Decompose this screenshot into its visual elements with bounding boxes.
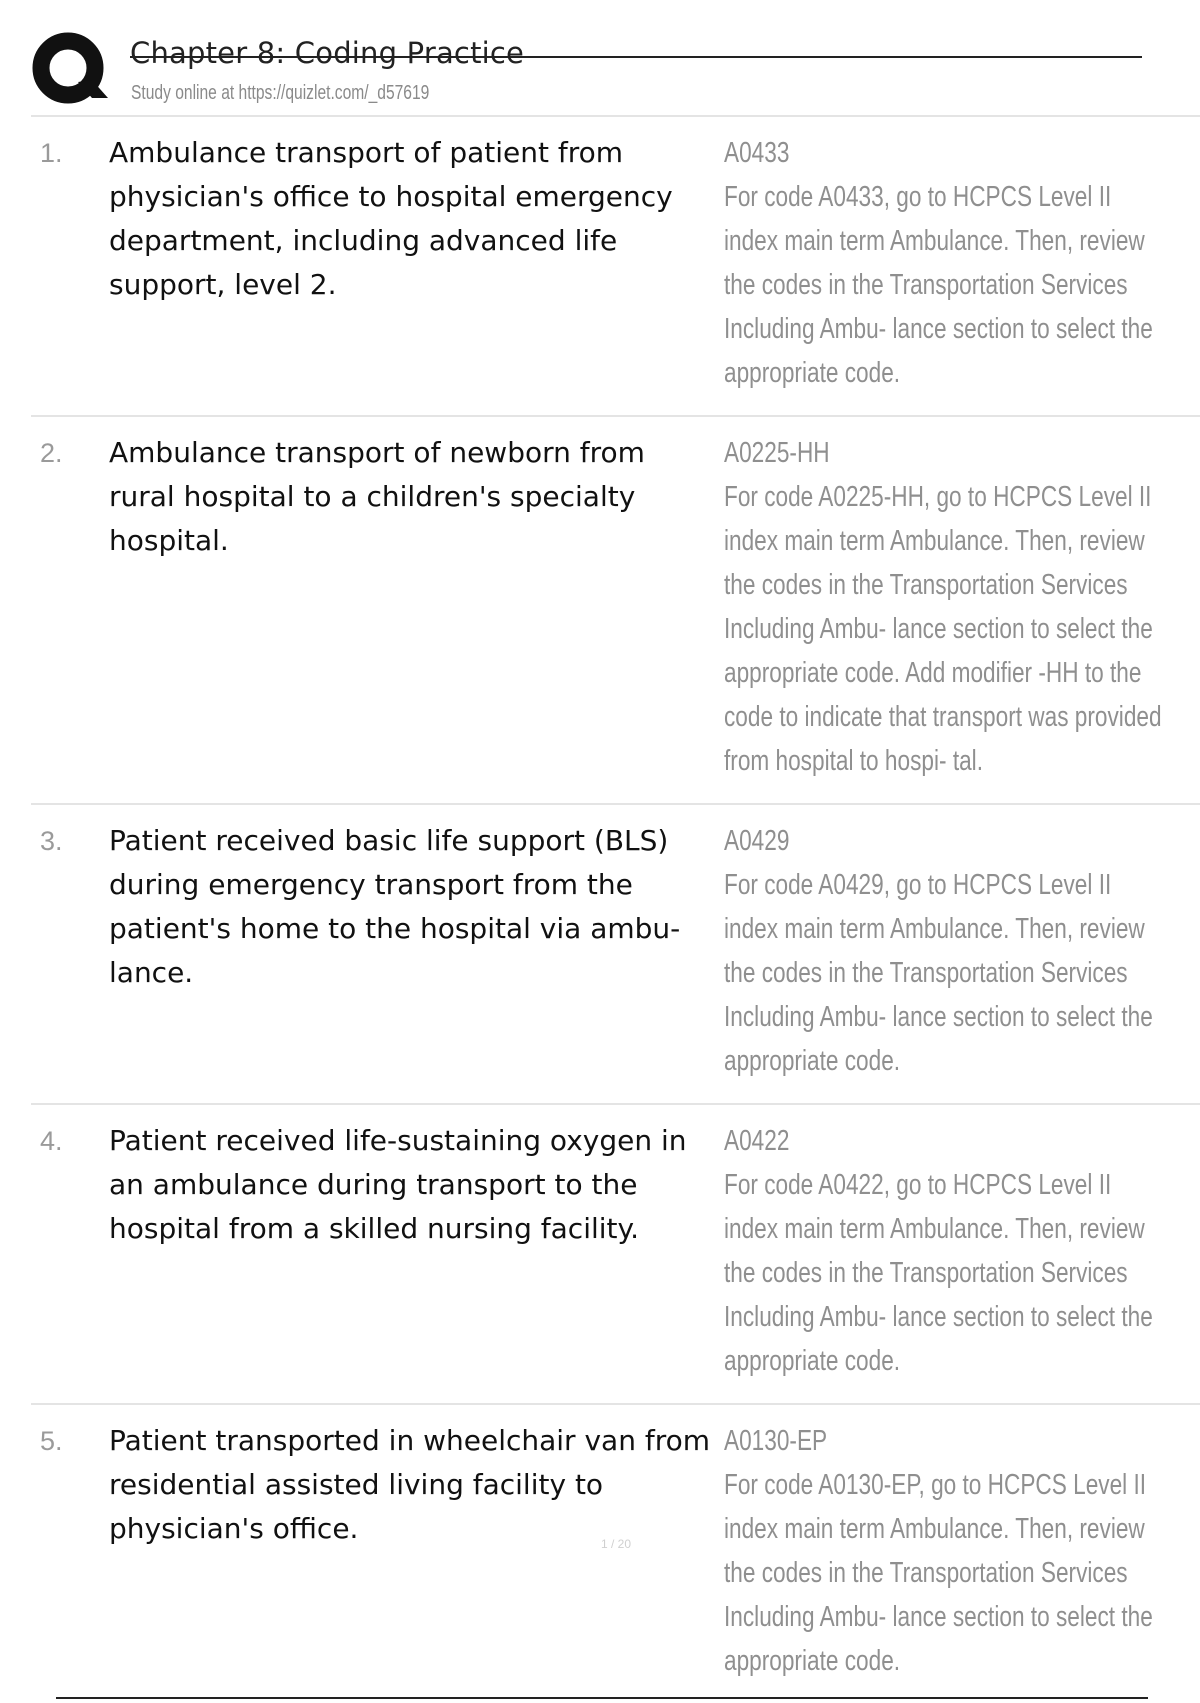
card-number: 2. <box>40 438 63 468</box>
card-definition <box>724 431 1200 783</box>
card-term: Ambulance transport of patient from physician's office to hospital emergency department, including advanced life support, level 2. <box>109 136 673 301</box>
card-explanation: For code A0422, go to HCPCS Level II index main term Ambulance. Then, review the codes in the Transportation Services Including Ambu- lance section to select the appropriate code. <box>724 1169 1153 1377</box>
card-explanation: For code A0433, go to HCPCS Level II index main term Ambulance. Then, review the codes in the Transportation Services Including Ambu- lance section to select the appropriate code. <box>724 181 1153 389</box>
card-number: 4. <box>40 1126 63 1156</box>
flashcard-row <box>31 1103 1200 1403</box>
card-definition <box>724 1119 1200 1383</box>
card-term: Patient received basic life support (BLS) during emergency transport from the patient's home to the hospital via ambu- lance. <box>109 824 681 989</box>
card-definition <box>724 131 1200 395</box>
footer-rule <box>56 1697 1148 1699</box>
card-explanation: For code A0130-EP, go to HCPCS Level II index main term Ambulance. Then, review the codes in the Transportation Services Including Ambu- lance section to select the appropriate code. <box>724 1469 1153 1677</box>
document-title: Chapter 8: Coding Practice <box>130 36 525 70</box>
card-definition <box>724 819 1200 1083</box>
flashcard-row <box>31 1403 1200 1703</box>
document-header <box>32 30 1142 110</box>
card-code: A0433 <box>724 137 790 169</box>
card-term: Ambulance transport of newborn from rural hospital to a children's specialty hospital. <box>109 436 645 557</box>
card-number: 5. <box>40 1426 63 1456</box>
card-term: Patient transported in wheelchair van from residential assisted living facility to physician's office. <box>109 1424 711 1545</box>
page-number: 1 / 20 <box>600 1537 632 1551</box>
card-code: A0422 <box>724 1125 790 1157</box>
study-online-link[interactable]: Study online at https://quizlet.com/_d57619 <box>131 82 430 104</box>
quizlet-logo-svg <box>32 32 110 110</box>
card-term: Patient received life-sustaining oxygen in an ambulance during transport to the hospital from a skilled nursing facility. <box>109 1124 687 1245</box>
card-code: A0429 <box>724 825 790 857</box>
card-code: A0130-EP <box>724 1425 828 1457</box>
flashcard-row <box>31 115 1200 415</box>
card-number: 1. <box>40 138 63 168</box>
card-explanation: For code A0225-HH, go to HCPCS Level II index main term Ambulance. Then, review the codes in the Transportation Services Including Ambu- lance section to select the appropriate code. Add modifier -HH to the code to indicate that transport was provided from hospital to hospi- tal. <box>724 481 1162 777</box>
card-explanation: For code A0429, go to HCPCS Level II index main term Ambulance. Then, review the codes in the Transportation Services Including Ambu- lance section to select the appropriate code. <box>724 869 1153 1077</box>
card-number: 3. <box>40 826 63 856</box>
quizlet-logo-icon <box>32 32 110 110</box>
card-definition <box>724 1419 1200 1683</box>
flashcard-row <box>31 415 1200 803</box>
flashcard-list <box>31 115 1200 1703</box>
card-code: A0225-HH <box>724 437 830 469</box>
flashcard-row <box>31 803 1200 1103</box>
